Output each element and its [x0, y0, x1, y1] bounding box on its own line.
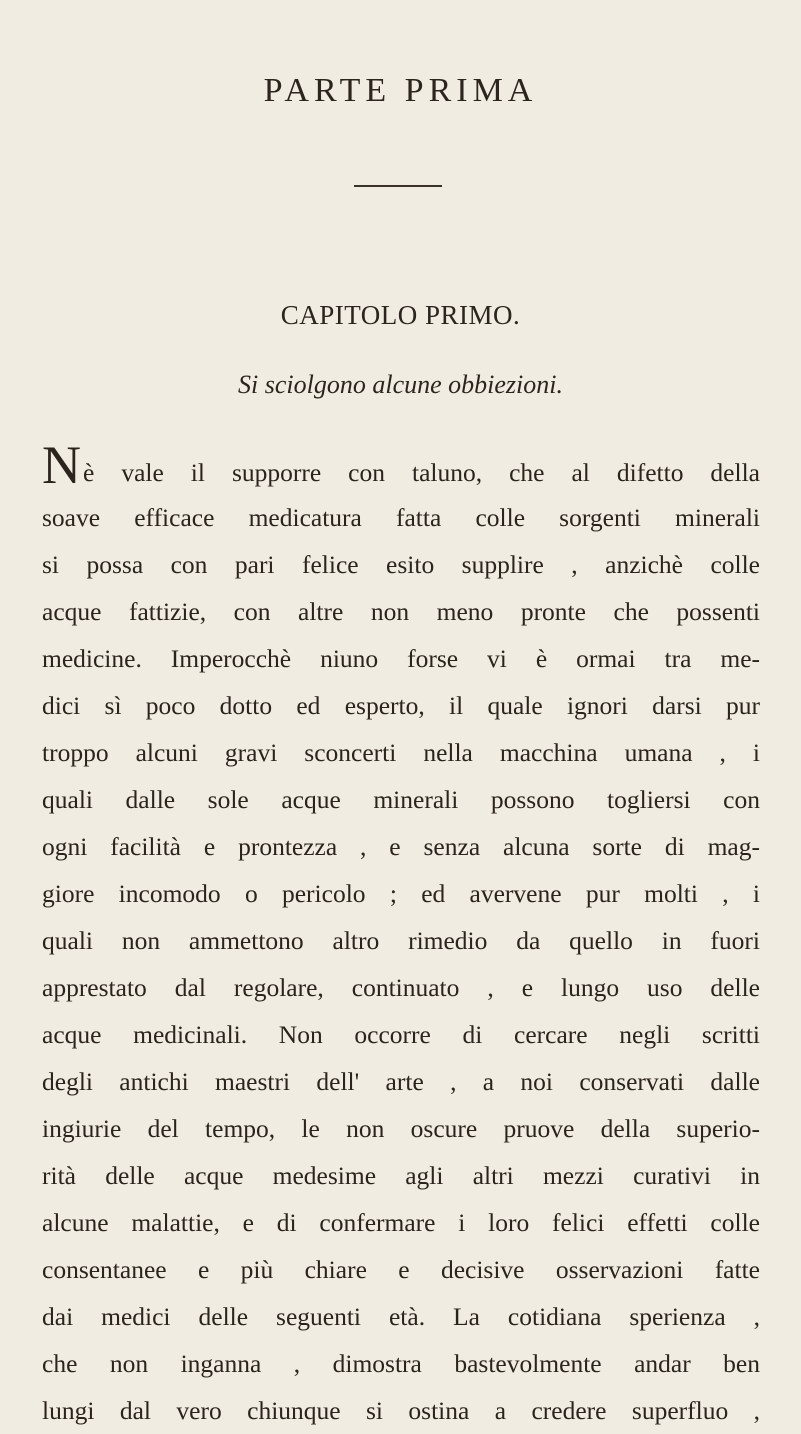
text-line: acque fattizie, con altre non meno pronte che possenti: [42, 597, 760, 626]
text-line: alcune malattie, e di confermare i loro felici effetti colle: [42, 1208, 760, 1237]
text-line: quali dalle sole acque minerali possono togliersi con: [42, 785, 760, 814]
chapter-title: CAPITOLO PRIMO.: [280, 300, 521, 330]
part-title: PARTE PRIMA: [263, 72, 538, 109]
text-line: ogni facilità e prontezza , e senza alcuna sorte di mag-: [42, 832, 760, 861]
chapter-subtitle: Si sciolgono alcune obbiezioni.: [238, 370, 563, 399]
text-line: lungi dal vero chiunque si ostina a credere superfluo ,: [42, 1396, 760, 1425]
body-text: [42, 444, 760, 1434]
text-line: dici sì poco dotto ed esperto, il quale ignori darsi pur: [42, 691, 760, 720]
text-line: troppo alcuni gravi sconcerti nella macchina umana , i: [42, 738, 760, 767]
text-line: soave efficace medicatura fatta colle sorgenti minerali: [42, 503, 760, 532]
text-line: rità delle acque medesime agli altri mezzi curativi in: [42, 1161, 760, 1190]
first-line-text: è vale il supporre con taluno, che al difetto della: [83, 458, 760, 487]
text-line: apprestato dal regolare, continuato , e lungo uso delle: [42, 973, 760, 1002]
text-line: si possa con pari felice esito supplire , anzichè colle: [42, 550, 760, 579]
text-line: quali non ammettono altro rimedio da quello in fuori: [42, 926, 760, 955]
text-line: giore incomodo o pericolo ; ed avervene pur molti , i: [42, 879, 760, 908]
text-line: che non inganna , dimostra bastevolmente andar ben: [42, 1349, 760, 1378]
text-line: acque medicinali. Non occorre di cercare negli scritti: [42, 1020, 760, 1049]
drop-cap: N: [42, 444, 81, 494]
text-line: medicine. Imperocchè niuno forse vi è ormai tra me-: [42, 644, 760, 673]
title-divider: [354, 185, 442, 187]
text-line: ingiurie del tempo, le non oscure pruove della superio-: [42, 1114, 760, 1143]
text-line: consentanee e più chiare e decisive osservazioni fatte: [42, 1255, 760, 1284]
text-line-first: [42, 444, 760, 494]
text-line: degli antichi maestri dell' arte , a noi conservati dalle: [42, 1067, 760, 1096]
text-line: dai medici delle seguenti età. La cotidiana sperienza ,: [42, 1302, 760, 1331]
